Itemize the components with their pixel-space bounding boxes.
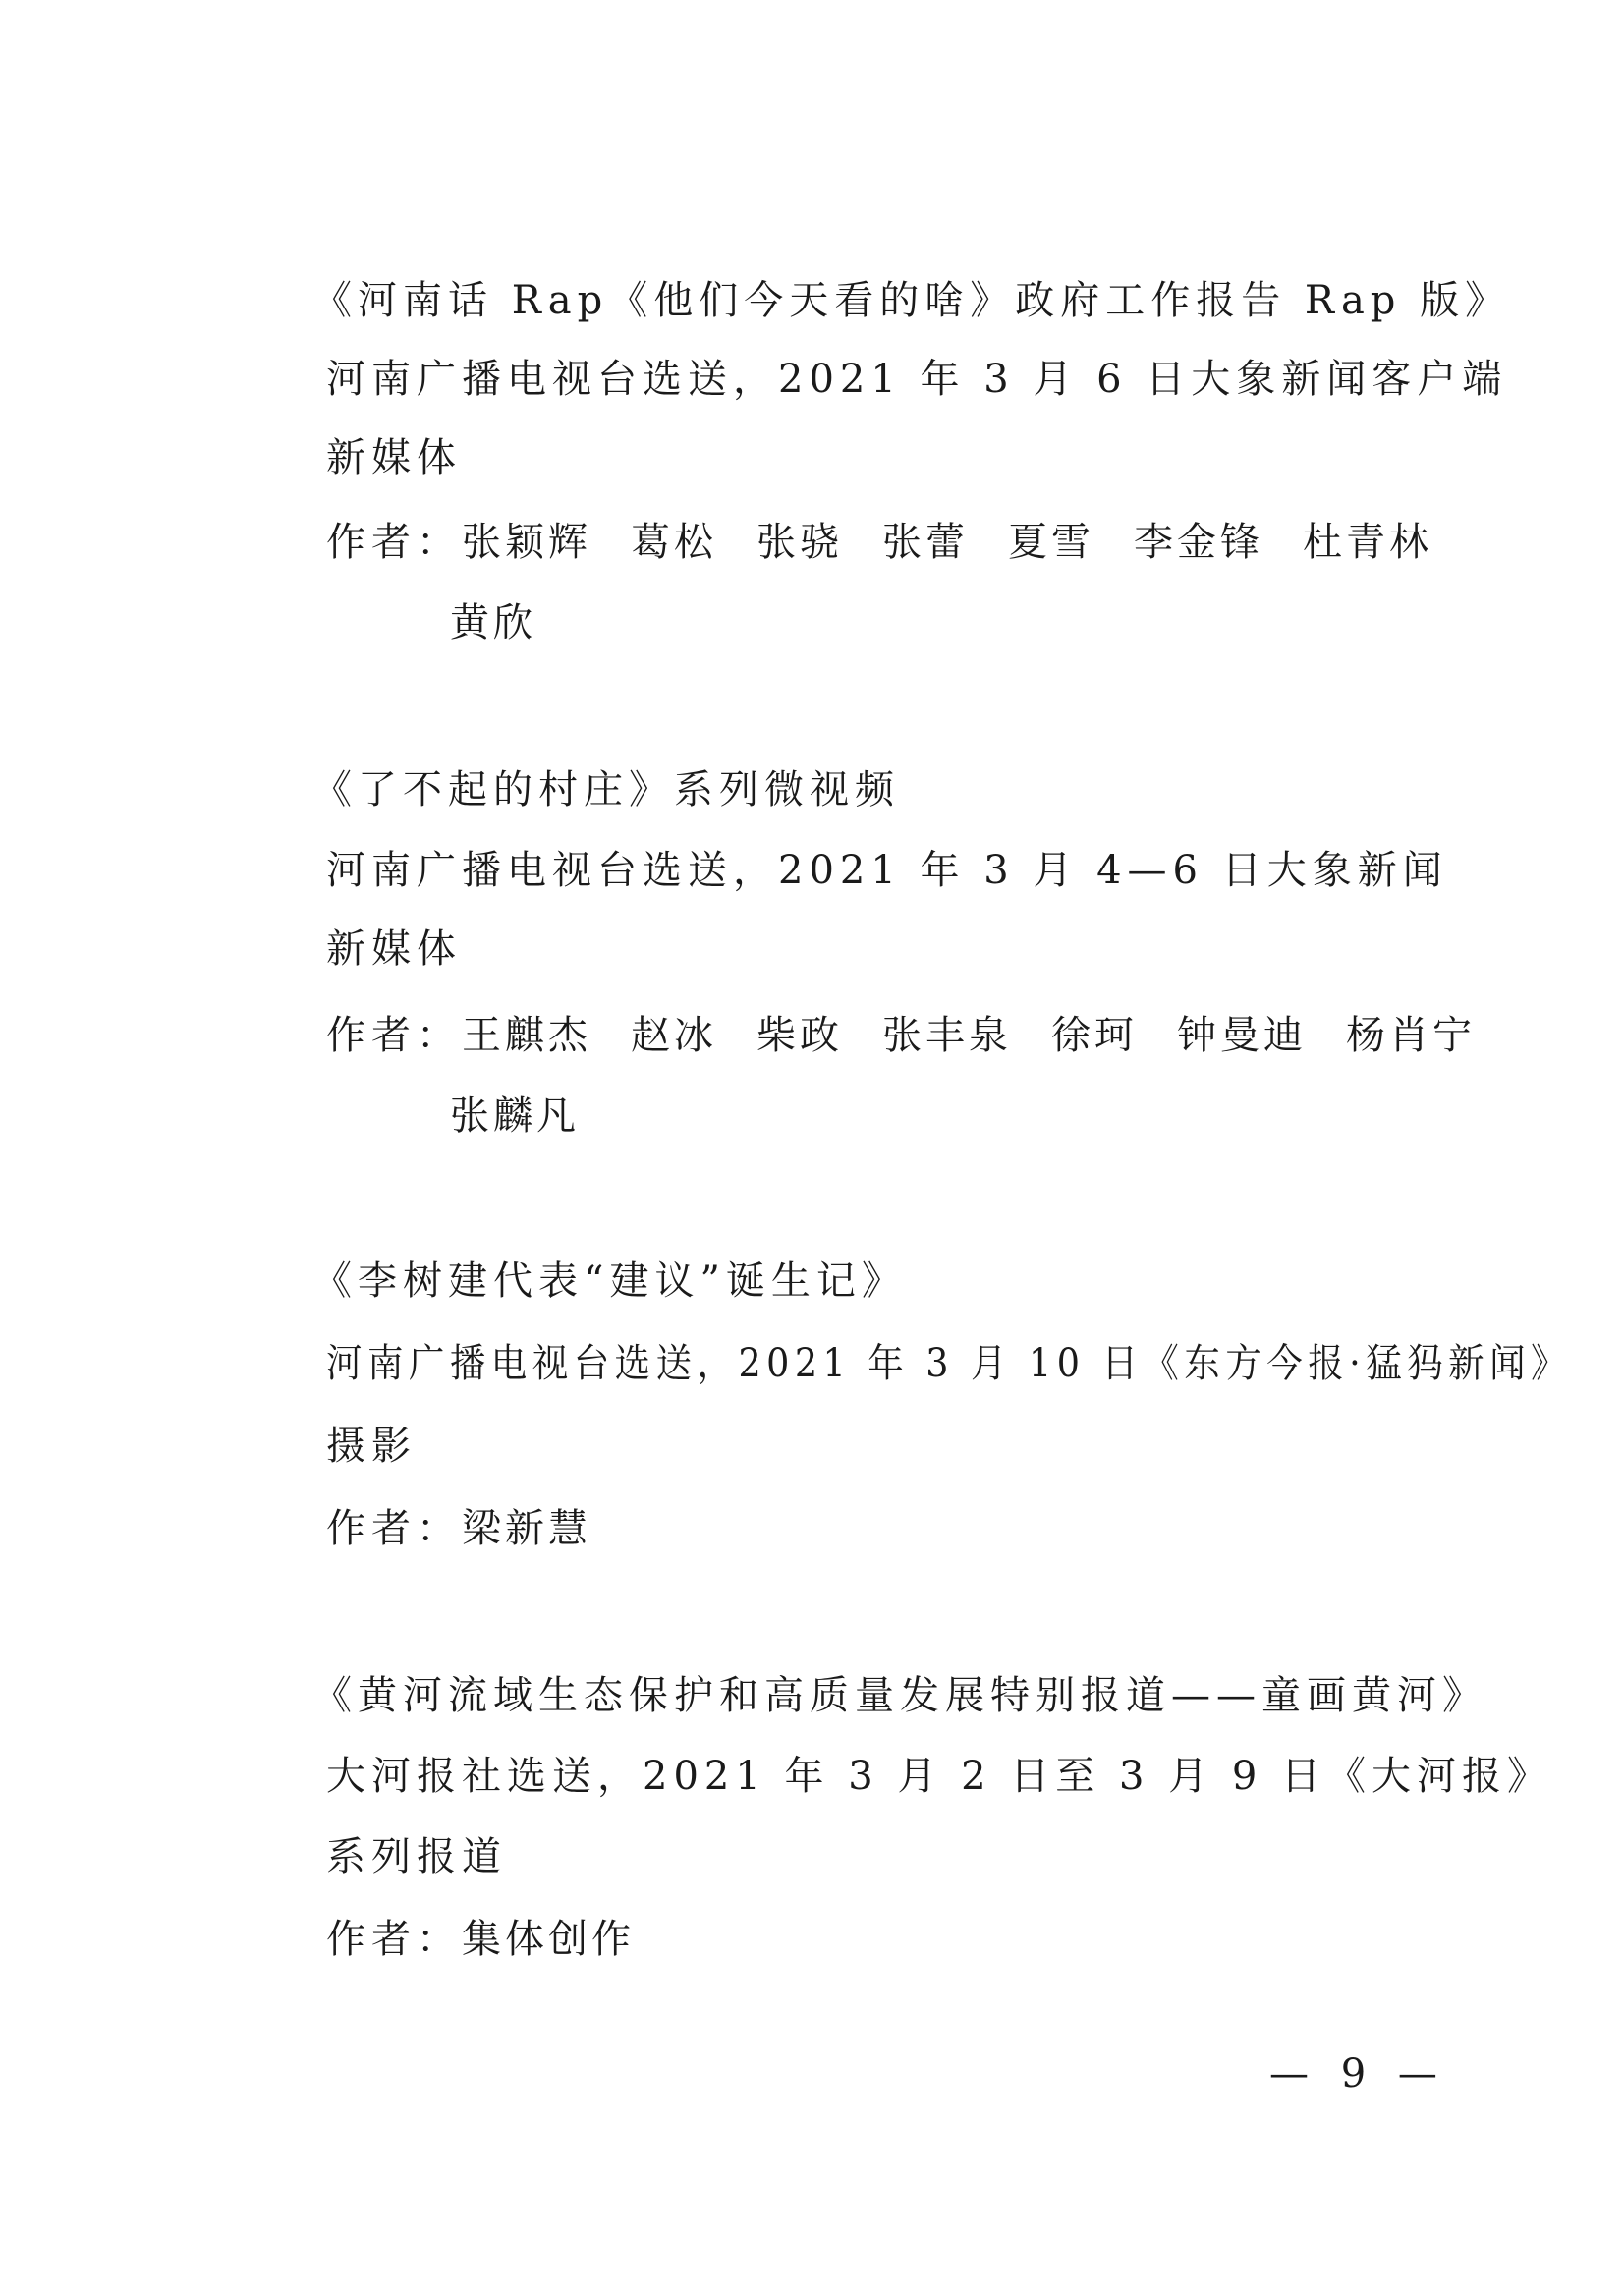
author-label: 作者：	[326, 1013, 462, 1058]
author-name: 王麒杰	[462, 1013, 591, 1058]
author-name: 张麟凡	[450, 1093, 580, 1139]
author-name: 赵冰	[631, 1013, 717, 1058]
entry-authors	[326, 519, 1432, 566]
author-label: 作者：	[326, 1917, 462, 1962]
entry-authors-continued	[450, 1092, 580, 1140]
author-name: 钟曼迪	[1177, 1013, 1307, 1058]
entry-title: 《河南话 Rap《他们今天看的啥》政府工作报告 Rap 版》	[312, 278, 1511, 323]
author-name: 杨肖宁	[1346, 1013, 1476, 1058]
entry-title: 《李树建代表“建议”诞生记》	[312, 1259, 907, 1304]
entry-category: 系列报道	[326, 1834, 507, 1879]
entry-authors	[326, 1012, 1476, 1059]
author-label: 作者：	[326, 520, 462, 565]
entry-source: 河南广播电视台选送，2021 年 3 月 10 日《东方今报·猛犸新闻》	[326, 1341, 1572, 1386]
author-name: 李金锋	[1134, 520, 1263, 565]
author-name: 杜青林	[1303, 520, 1432, 565]
entry-authors	[326, 1505, 591, 1552]
author-name: 张蕾	[882, 520, 969, 565]
entry-title: 《黄河流域生态保护和高质量发展特别报道——童画黄河》	[312, 1673, 1487, 1718]
entry-category: 新媒体	[326, 926, 462, 972]
author-name: 梁新慧	[462, 1506, 591, 1551]
entry-category: 摄影	[326, 1424, 417, 1469]
author-name: 徐珂	[1051, 1013, 1138, 1058]
entry-source: 河南广播电视台选送，2021 年 3 月 6 日大象新闻客户端	[326, 357, 1508, 402]
author-name: 张骁	[756, 520, 843, 565]
entry-authors	[326, 1916, 635, 1963]
author-name: 集体创作	[462, 1917, 635, 1962]
page-number: — 9 —	[1269, 2051, 1447, 2097]
entry-source: 河南广播电视台选送，2021 年 3 月 4—6 日大象新闻	[326, 848, 1448, 893]
author-name: 黄欣	[450, 600, 536, 645]
entry-source: 大河报社选送，2021 年 3 月 2 日至 3 月 9 日《大河报》	[326, 1754, 1553, 1799]
entry-authors-continued	[450, 599, 536, 646]
author-name: 柴政	[756, 1013, 843, 1058]
author-name: 张丰泉	[882, 1013, 1012, 1058]
entry-category: 新媒体	[326, 435, 462, 480]
author-label: 作者：	[326, 1506, 462, 1551]
author-name: 夏雪	[1008, 520, 1094, 565]
entry-title: 《了不起的村庄》系列微视频	[312, 767, 900, 812]
author-name: 葛松	[631, 520, 717, 565]
author-name: 张颖辉	[462, 520, 591, 565]
